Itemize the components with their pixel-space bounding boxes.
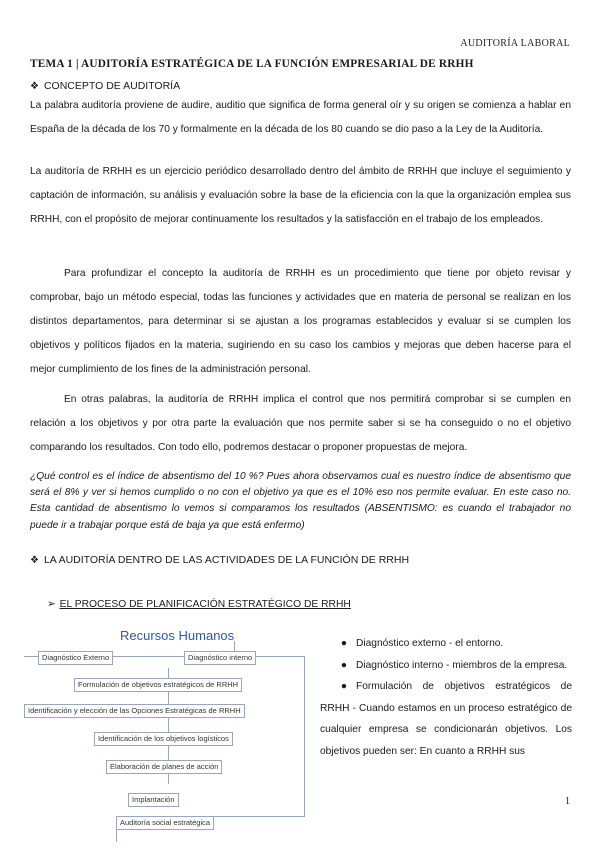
bullet-dot-icon: ● <box>340 638 348 649</box>
diagram-box-formulacion: Formulación de objetivos estratégicos de RRHH <box>74 678 242 692</box>
paragraph-origin: La palabra auditoría proviene de audire, auditio que significa de forma general oír y su origen se comienza a hablar en España de la década de los 70 y formalmente en la década de los 80 cuando se dio paso a la Ley de la Auditoría. <box>30 100 571 135</box>
diagram-box-auditoria-social: Auditoría social estratégica <box>116 816 214 830</box>
paragraph-absentismo-example: ¿Qué control es el índice de absentismo del 10 %? Pues ahora observamos cual es nuestro índice de absentismo que será el 8% y ver si hemos cumplido o no con el objetivo ya que es el 10% eso nos permite evaluar. En este caso no. Esta cantidad de absentismo lo vemos si comparamos los resultados (ABSENTISMO: es cuando el trabajador no puede ir a trabajar porque está de baja ya que está enfermo) <box>30 471 571 531</box>
bullet-dot-icon: ● <box>340 659 348 671</box>
list-item-text: Formulación de objetivos estratégicos de RRHH - Cuando estamos en un proceso estratégico de cualquier empresa se condicionarán objetivos. Los objetivos pueden ser: En cuanto a RRHH sus <box>320 681 572 757</box>
list-item <box>320 655 572 677</box>
list-item-text: Diagnóstico interno - miembros de la empresa. <box>356 659 568 671</box>
diamond-bullet-icon: ❖ <box>30 81 39 92</box>
page-number: 1 <box>565 796 570 807</box>
list-item <box>320 676 572 762</box>
arrow-bullet-icon: ➢ <box>47 599 56 610</box>
diagram-title: Recursos Humanos <box>120 628 235 643</box>
paragraph-definition: La auditoría de RRHH es un ejercicio periódico desarrollado dentro del ámbito de RRHH que incluye el seguimiento y captación de información, su análisis y evaluación sobre la base de la eficiencia con la que la organización emplea sus RRHH, con el propósito de mejorar continuamente los resultados y la satisfacción en el trabajo de los empleados. <box>30 166 571 225</box>
subsection-heading-text: EL PROCESO DE PLANIFICACIÓN ESTRATÉGICO DE RRHH <box>59 599 351 610</box>
list-item <box>320 633 572 655</box>
diagram-explanation-list <box>320 633 572 762</box>
diagram-box-identificacion-opciones: Identificación y elección de las Opciones Estratégicas de RRHH <box>24 704 245 718</box>
diagram-box-diagnostico-externo: Diagnóstico Externo <box>38 651 113 665</box>
diagram-box-implantacion: Implantación <box>128 793 179 807</box>
list-item-text: Diagnóstico externo - el entorno. <box>356 638 504 649</box>
section-heading-concepto <box>30 80 180 92</box>
diagram-box-diagnostico-interno: Diagnóstico interno <box>184 651 256 665</box>
running-header: AUDITORÍA LABORAL <box>460 38 570 49</box>
diagram-connector <box>304 656 305 816</box>
paragraph-procedure: Para profundizar el concepto la auditoría de RRHH es un procedimiento que tiene por objeto revisar y comprobar, bajo un método especial, todas las funciones y actividades que en materia de personal se realizan en los distintos departamentos, para determinar si se ajustan a los programas establecidos y evaluar si se cumplen los objetivos y políticos fijados en la materia, sugiriendo en su caso los cambios y mejoras que deben hacerse para el mejor cumplimiento de los fines de la administración personal. <box>30 268 571 375</box>
document-title: TEMA 1 | AUDITORÍA ESTRATÉGICA DE LA FUNCIÓN EMPRESARIAL DE RRHH <box>30 58 474 70</box>
bullet-dot-icon: ● <box>340 681 348 692</box>
section-heading-text: CONCEPTO DE AUDITORÍA <box>43 80 181 92</box>
diagram-box-objetivos-logisticos: Identificación de los objetivos logísticos <box>94 732 233 746</box>
diagram-box-planes-accion: Elaboración de planes de acción <box>106 760 222 774</box>
paragraph-control: En otras palabras, la auditoría de RRHH implica el control que nos permitirá comprobar si se cumplen en relación a los objetivos y por otra parte la evaluación que nos permite saber si se ha conseguido o no el objetivo comparando los resultados. Con todo ello, podremos destacar o proponer propuestas de mejora. <box>30 394 571 453</box>
section-heading-actividades <box>30 554 409 566</box>
section-heading-text: LA AUDITORÍA DENTRO DE LAS ACTIVIDADES DE LA FUNCIÓN DE RRHH <box>43 554 410 566</box>
diamond-bullet-icon: ❖ <box>30 555 39 566</box>
planning-process-diagram <box>24 620 320 842</box>
subsection-heading <box>47 598 351 610</box>
